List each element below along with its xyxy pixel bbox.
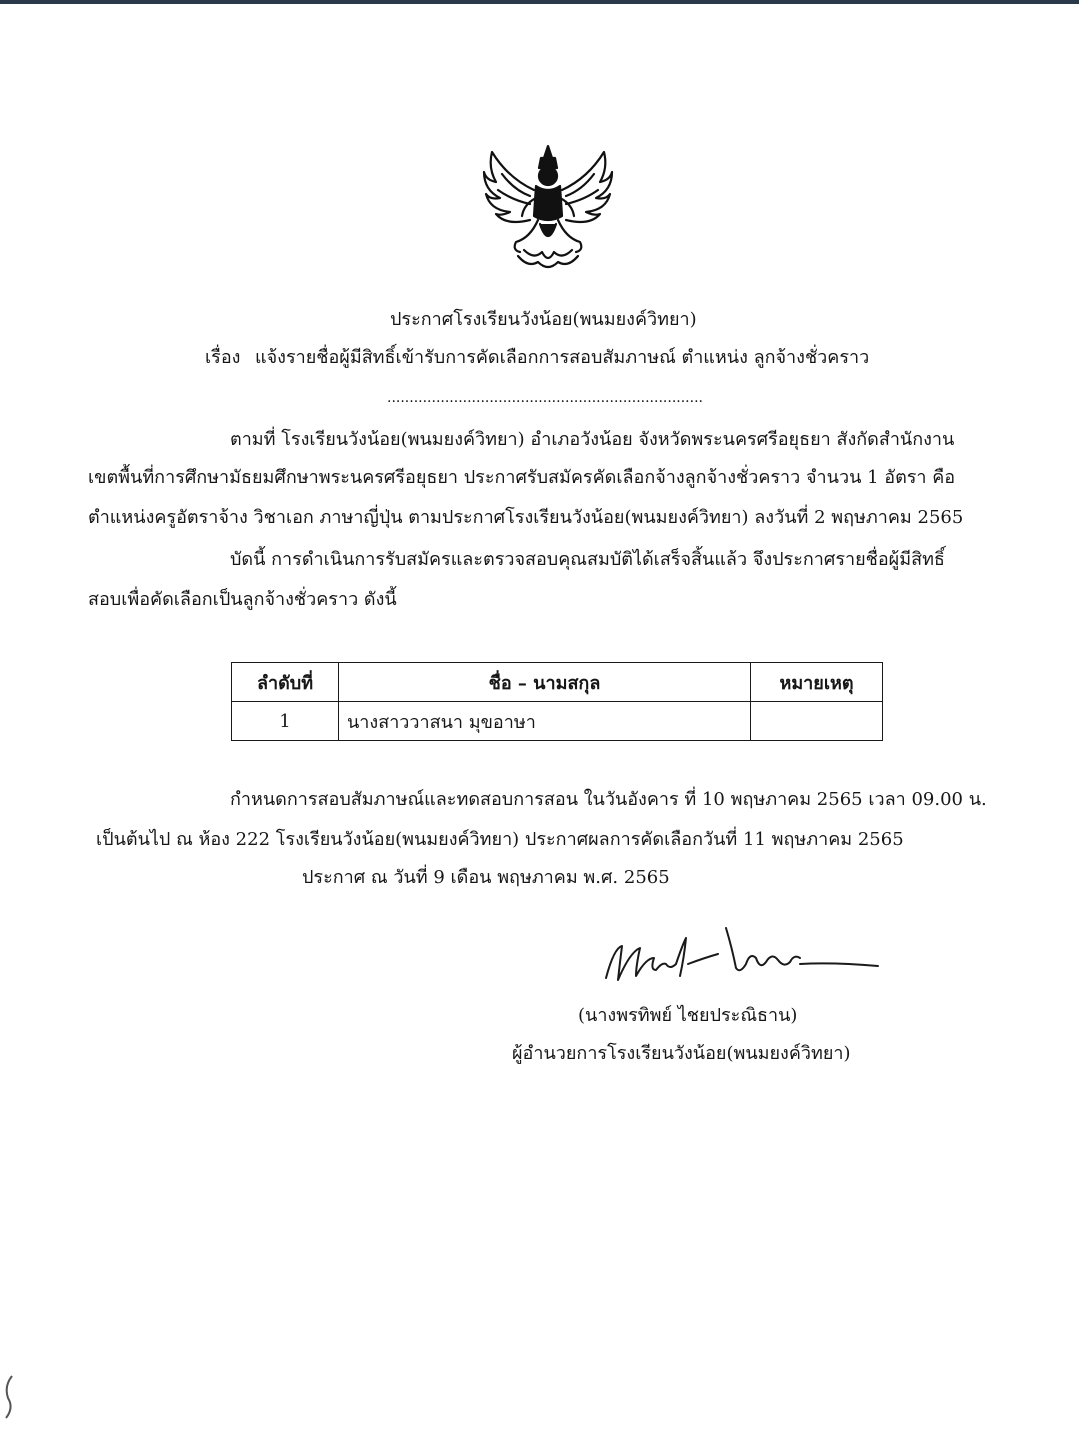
announce-date: ประกาศ ณ วันที่ 9 เดือน พฤษภาคม พ.ศ. 2565: [302, 867, 670, 888]
header-name: ชื่อ – นามสกุล: [339, 663, 751, 702]
paragraph-2-line-1: บัดนี้ การดำเนินการรับสมัครและตรวจสอบคุณสมบัติได้เสร็จสิ้นแล้ว จึงประกาศรายชื่อผู้มีสิทธิ์: [230, 549, 945, 570]
scan-top-border: [0, 0, 1079, 4]
row-name: นางสาววาสนา มุขอาษา: [339, 702, 751, 741]
signatory-position: ผู้อำนวยการโรงเรียนวังน้อย(พนมยงค์วิทยา): [512, 1043, 851, 1064]
signatory-name: (นางพรทิพย์ ไชยประณิธาน): [578, 1005, 798, 1026]
schedule-line-2: เป็นต้นไป ณ ห้อง 222 โรงเรียนวังน้อย(พนมยงค์วิทยา) ประกาศผลการคัดเลือกวันที่ 11 พฤษภาคม 2565: [96, 829, 904, 850]
table-header-row: [232, 663, 883, 702]
applicant-table: [231, 662, 883, 741]
header-order: ลำดับที่: [232, 663, 339, 702]
paragraph-2-line-2: สอบเพื่อคัดเลือกเป็นลูกจ้างชั่วคราว ดังนี้: [88, 589, 397, 610]
handwritten-signature: [600, 918, 880, 998]
paragraph-1-line-1: ตามที่ โรงเรียนวังน้อย(พนมยงค์วิทยา) อำเภอวังน้อย จังหวัดพระนครศรีอยุธยา สังกัดสำนักงาน: [230, 429, 955, 450]
title-divider: .......................................................................: [387, 390, 703, 406]
paragraph-1-line-2: เขตพื้นที่การศึกษามัธยมศึกษาพระนครศรีอยุธยา ประกาศรับสมัครคัดเลือกจ้างลูกจ้างชั่วคราว จำนวน 1 อัตรา คือ: [88, 467, 956, 488]
table-row: [232, 702, 883, 741]
header-note: หมายเหตุ: [751, 663, 883, 702]
subject-line: แจ้งรายชื่อผู้มีสิทธิ์เข้ารับการคัดเลือกการสอบสัมภาษณ์ ตำแหน่ง ลูกจ้างชั่วคราว: [255, 347, 870, 368]
row-order: 1: [232, 702, 339, 741]
row-note: [751, 702, 883, 741]
schedule-line-1: กำหนดการสอบสัมภาษณ์และทดสอบการสอน ในวันอังคาร ที่ 10 พฤษภาคม 2565 เวลา 09.00 น.: [230, 789, 987, 810]
subject-prefix: เรื่อง: [205, 347, 241, 368]
document-title: ประกาศโรงเรียนวังน้อย(พนมยงค์วิทยา): [390, 309, 697, 330]
garuda-emblem-icon: [478, 138, 618, 278]
scan-edge-mark: [0, 1372, 20, 1422]
paragraph-1-line-3: ตำแหน่งครูอัตราจ้าง วิชาเอก ภาษาญี่ปุ่น ตามประกาศโรงเรียนวังน้อย(พนมยงค์วิทยา) ลงวันที่ 2 พฤษภาคม 2565: [88, 507, 964, 528]
